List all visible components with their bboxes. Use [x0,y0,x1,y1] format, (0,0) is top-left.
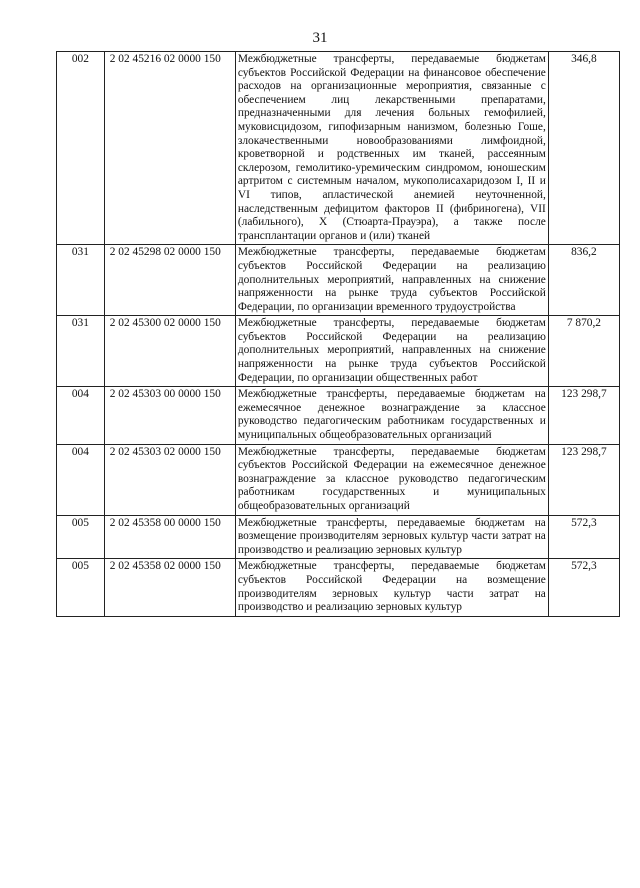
budget-code-cell: 2 02 45298 02 0000 150 [104,245,235,316]
table-row [57,245,620,316]
budget-code-cell: 2 02 45216 02 0000 150 [104,52,235,245]
admin-code-cell: 005 [57,515,105,559]
sum-cell: 836,2 [548,245,619,316]
page-number: 31 [312,30,328,46]
budget-code-cell: 2 02 45300 02 0000 150 [104,316,235,387]
table-row [57,444,620,515]
table-row [57,316,620,387]
income-name-cell: Межбюджетные трансферты, передаваемые бюджетам субъектов Российской Федерации на реализацию дополнительных мероприятий, направленных на снижение напряженности на рынке труда субъектов Российской Федерации, по организации общественных работ [235,316,548,387]
admin-code-cell: 004 [57,444,105,515]
table-row [57,52,620,245]
admin-code-cell: 031 [57,245,105,316]
income-name-cell: Межбюджетные трансферты, передаваемые бюджетам субъектов Российской Федерации на возмещение производителям зерновых культур части затрат на производство и реализацию зерновых культур [235,559,548,616]
budget-code-cell: 2 02 45358 02 0000 150 [104,559,235,616]
admin-code-cell: 005 [57,559,105,616]
table-row [57,515,620,559]
sum-cell: 572,3 [548,515,619,559]
sum-cell: 123 298,7 [548,387,619,444]
budget-code-cell: 2 02 45303 00 0000 150 [104,387,235,444]
sum-cell: 7 870,2 [548,316,619,387]
income-name-cell: Межбюджетные трансферты, передаваемые бюджетам на ежемесячное денежное вознаграждение за классное руководство педагогическим работникам государственных и муниципальных общеобразовательных организаций [235,387,548,444]
income-name-cell: Межбюджетные трансферты, передаваемые бюджетам субъектов Российской Федерации на реализацию дополнительных мероприятий, направленных на снижение напряженности на рынке труда субъектов Российской Федерации, по организации временного трудоустройства [235,245,548,316]
admin-code-cell: 002 [57,52,105,245]
table-row [57,559,620,616]
sum-cell: 123 298,7 [548,444,619,515]
budget-code-cell: 2 02 45303 02 0000 150 [104,444,235,515]
income-name-cell: Межбюджетные трансферты, передаваемые бюджетам субъектов Российской Федерации на ежемесячное денежное вознаграждение за классное руководство педагогическим работникам государственных и муниципальных общеобразовательных организаций [235,444,548,515]
admin-code-cell: 004 [57,387,105,444]
admin-code-cell: 031 [57,316,105,387]
sum-cell: 572,3 [548,559,619,616]
budget-table [56,51,620,617]
table-row [57,387,620,444]
budget-code-cell: 2 02 45358 00 0000 150 [104,515,235,559]
income-name-cell: Межбюджетные трансферты, передаваемые бюджетам на возмещение производителям зерновых культур части затрат на производство и реализацию зерновых культур [235,515,548,559]
income-name-cell: Межбюджетные трансферты, передаваемые бюджетам субъектов Российской Федерации на финансовое обеспечение расходов на организационные мероприятия, связанные с обеспечением лиц лекарственными препаратами, предназначенными для лечения больных гемофилией, муковисцидозом, гипофизарным нанизмом, болезнью Гоше, злокачественными новообразованиями лимфоидной, кроветворной и родственных им тканей, рассеянным склерозом, гемолитико-уремическим синдромом, юношеским артритом с системным началом, мукополисахаридозом I, II и VI типов, апластической анемией неуточненной, наследственным дефицитом факторов II (фибриногена), VII (лабильного), X (Стюарта-Прауэра), а также после трансплантации органов и (или) тканей [235,52,548,245]
sum-cell: 346,8 [548,52,619,245]
